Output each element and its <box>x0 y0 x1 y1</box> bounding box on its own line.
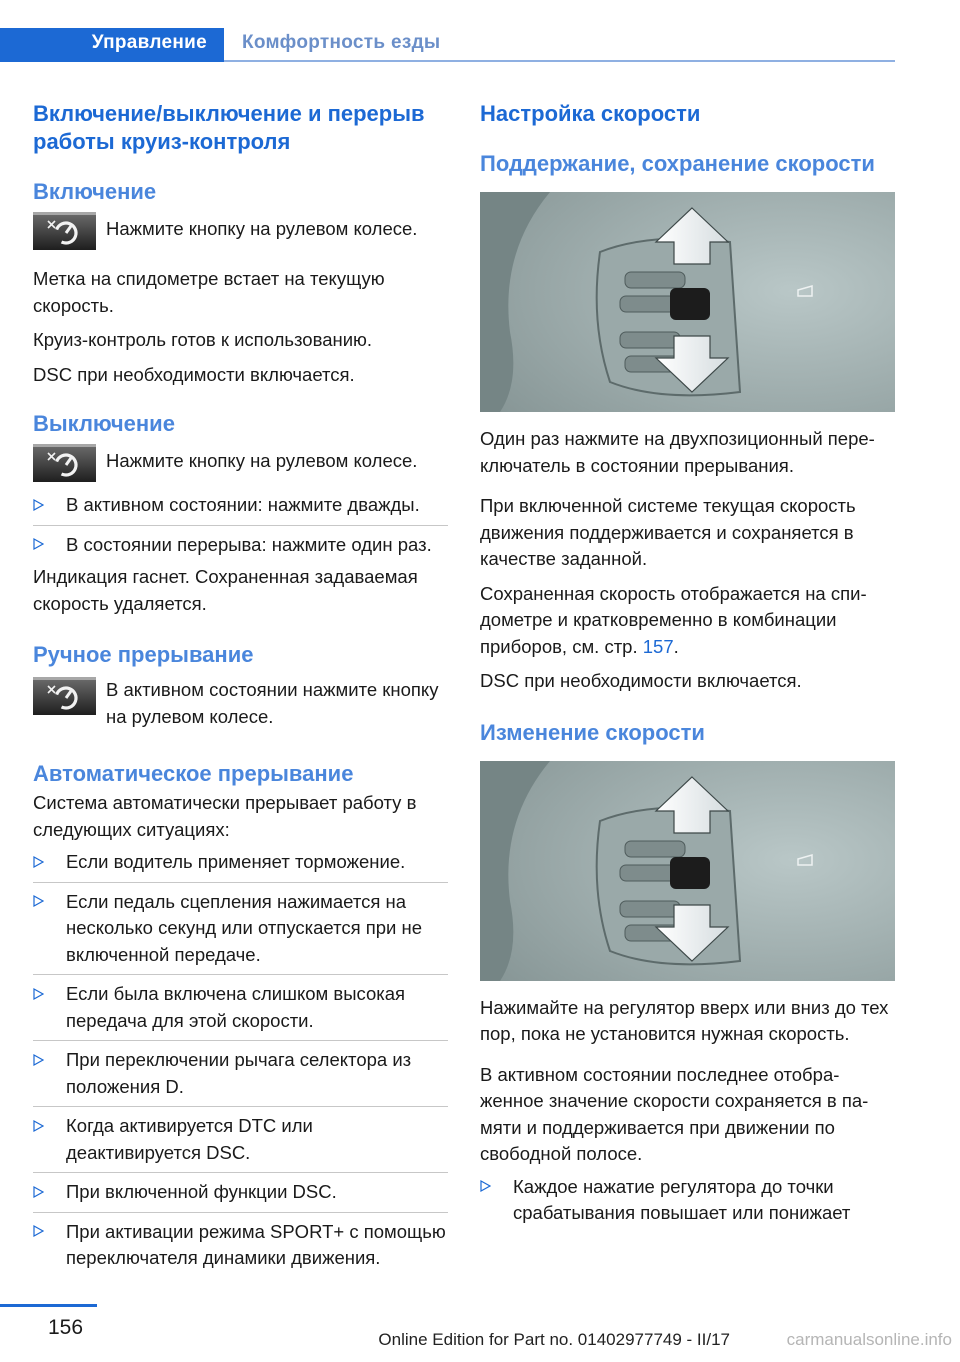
list-item: Каждое нажатие регулятора до точки срабатывания повышает или понижает <box>480 1174 896 1227</box>
triangle-bullet-icon <box>33 1047 66 1074</box>
off-after: Индикация гаснет. Сохраненная задаваемая скорость удаляется. <box>33 566 418 614</box>
change-para-2: В активном состоянии последнее отображенное значение скорости сохраняется в памяти и поддерживается при движении по свободной полосе. <box>480 1063 869 1164</box>
page-number: 156 <box>48 1316 84 1339</box>
list-item: При активации режима SPORT+ с помощью переключателя динамики движения. <box>33 1219 448 1272</box>
triangle-bullet-icon <box>33 1179 66 1206</box>
edition-text: Online Edition for Part no. 01402977749 - II/17 <box>378 1330 730 1349</box>
cruise-button-icon <box>33 212 96 250</box>
section-title-cruise: Включение/выключение и перерыв работы круиз-контроля <box>33 101 425 154</box>
button-row-manual <box>33 677 448 730</box>
change-list <box>480 1174 896 1227</box>
steering-wheel-photo-2 <box>480 761 896 981</box>
triangle-bullet-icon <box>33 889 66 916</box>
heading-auto: Автоматическое прерывание <box>33 761 354 786</box>
list-item: При включенной функции DSC. <box>33 1179 448 1206</box>
header-tab-active <box>0 28 224 62</box>
list-divider <box>33 974 448 975</box>
left-column <box>33 100 448 1272</box>
list-divider <box>33 1040 448 1041</box>
heading-off: Выключение <box>33 411 175 436</box>
cruise-button-icon <box>33 444 96 482</box>
heading-maintain: Поддержание, сохранение скорости <box>480 151 875 176</box>
header-rule <box>224 60 895 62</box>
list-item: Если была включена слишком высокая передача для этой скорости. <box>33 981 448 1034</box>
list-item: При переключении рычага селектора из положения D. <box>33 1047 448 1100</box>
maintain-para-4: DSC при необходимости включается. <box>480 670 802 691</box>
button-row-on <box>33 212 448 250</box>
manual-button-text: В активном состоянии нажмите кнопку на рулевом колесе. <box>106 679 439 727</box>
list-divider <box>33 882 448 883</box>
list-item: Если водитель применяет торможение. <box>33 849 448 876</box>
footer-rule <box>0 1304 97 1307</box>
heading-on: Включение <box>33 179 157 204</box>
list-divider <box>33 1212 448 1213</box>
cruise-button-icon <box>33 677 96 715</box>
change-para-1: Нажимайте на регулятор вверх или вниз до тех пор, пока не установится нужная скорость. <box>480 996 889 1044</box>
maintain-para-3: Сохраненная скорость отображается на спидометре и кратковременно в комбинации приборов, см. стр. 157. <box>480 582 867 657</box>
heading-change: Изменение скорости <box>480 719 705 745</box>
maintain-para-2: При включенной системе текущая скорость движения поддерживается и сохраняется в качестве заданной. <box>480 495 856 569</box>
triangle-bullet-icon <box>33 1219 66 1246</box>
list-item: Когда активируется DTC или деактивируется DSC. <box>33 1113 448 1166</box>
triangle-bullet-icon <box>33 532 66 559</box>
list-item: В активном состоянии: нажмите дважды. <box>33 492 448 519</box>
on-button-text: Нажмите кнопку на рулевом колесе. <box>106 218 418 239</box>
triangle-bullet-icon <box>33 1113 66 1140</box>
heading-manual: Ручное прерывание <box>33 642 254 667</box>
section-title-speed: Настройка скорости <box>480 101 701 126</box>
triangle-bullet-icon <box>33 981 66 1008</box>
header-tab-inactive: Комфортность езды <box>242 32 441 53</box>
off-list <box>33 492 448 558</box>
off-button-text: Нажмите кнопку на рулевом колесе. <box>106 450 418 471</box>
on-para-3: DSC при необходимости включается. <box>33 363 355 385</box>
header-tab-active-label: Управление <box>91 32 207 53</box>
list-divider <box>33 1106 448 1107</box>
triangle-bullet-icon <box>480 1174 513 1201</box>
maintain-para-1: Один раз нажмите на двухпозиционный переключатель в состоянии прерывания. <box>480 428 875 476</box>
list-item: В состоянии перерыва: нажмите один раз. <box>33 532 448 559</box>
watermark-text: carmanualsonline.info <box>786 1330 952 1349</box>
triangle-bullet-icon <box>33 492 66 519</box>
list-divider <box>33 525 448 526</box>
button-row-off <box>33 444 448 482</box>
auto-list <box>33 849 448 1272</box>
list-item: Если педаль сцепления нажимается на несколько секунд или отпускается при не включенной передаче. <box>33 889 448 969</box>
triangle-bullet-icon <box>33 849 66 876</box>
right-column <box>480 100 896 1227</box>
page-link[interactable]: 157 <box>642 635 674 657</box>
auto-intro: Система автоматически прерывает работу в следующих ситуациях: <box>33 792 417 840</box>
list-divider <box>33 1172 448 1173</box>
on-para-2: Круиз-контроль готов к использованию. <box>33 329 373 350</box>
on-para-1: Метка на спидометре встает на текущую скорость. <box>33 268 385 316</box>
steering-wheel-photo-1 <box>480 192 896 412</box>
